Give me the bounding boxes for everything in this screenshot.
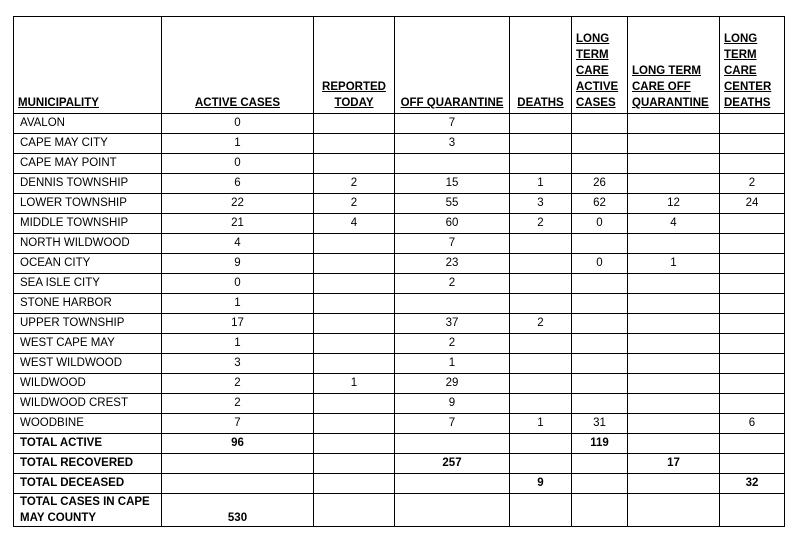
header-ltc-off-quarantine: LONG TERM CARE OFF QUARANTINE xyxy=(628,17,720,114)
table-row xyxy=(14,414,785,434)
active-cases-cell: 21 xyxy=(162,214,314,234)
deaths-cell xyxy=(510,374,572,394)
municipality-name: WILDWOOD xyxy=(14,374,162,394)
deaths-cell xyxy=(510,294,572,314)
total-ltc-off-quarantine: 17 xyxy=(628,454,720,474)
ltc-deaths-cell xyxy=(720,374,785,394)
reported-today-cell xyxy=(314,294,395,314)
table-row xyxy=(14,394,785,414)
header-reported-today: REPORTED TODAY xyxy=(314,17,395,114)
off-quarantine-cell: 7 xyxy=(395,114,510,134)
table-row xyxy=(14,114,785,134)
municipality-name: WOODBINE xyxy=(14,414,162,434)
municipality-name: UPPER TOWNSHIP xyxy=(14,314,162,334)
table-body xyxy=(14,114,785,527)
table-row xyxy=(14,354,785,374)
ltc-deaths-cell xyxy=(720,274,785,294)
table-cell xyxy=(395,494,510,527)
table-cell xyxy=(628,494,720,527)
covid-cases-table xyxy=(13,16,785,527)
ltc-off-quarantine-cell xyxy=(628,134,720,154)
ltc-deaths-cell xyxy=(720,234,785,254)
ltc-off-quarantine-cell xyxy=(628,374,720,394)
reported-today-cell xyxy=(314,314,395,334)
municipality-name: STONE HARBOR xyxy=(14,294,162,314)
ltc-active-cell xyxy=(572,314,628,334)
off-quarantine-cell: 55 xyxy=(395,194,510,214)
reported-today-cell: 4 xyxy=(314,214,395,234)
deaths-cell: 2 xyxy=(510,314,572,334)
table-cell xyxy=(720,434,785,454)
active-cases-cell: 3 xyxy=(162,354,314,374)
active-cases-cell: 17 xyxy=(162,314,314,334)
ltc-active-cell xyxy=(572,134,628,154)
header-off-quarantine: OFF QUARANTINE xyxy=(395,17,510,114)
total-cases-count: 530 xyxy=(162,494,314,527)
reported-today-cell xyxy=(314,394,395,414)
municipality-name: AVALON xyxy=(14,114,162,134)
reported-today-cell xyxy=(314,234,395,254)
deaths-cell xyxy=(510,134,572,154)
ltc-active-cell xyxy=(572,374,628,394)
header-ltc-center-deaths: LONG TERM CARE CENTER DEATHS xyxy=(720,17,785,114)
reported-today-cell xyxy=(314,114,395,134)
ltc-off-quarantine-cell xyxy=(628,354,720,374)
active-cases-cell: 0 xyxy=(162,114,314,134)
header-deaths: DEATHS xyxy=(510,17,572,114)
table-cell xyxy=(720,454,785,474)
ltc-active-cell xyxy=(572,334,628,354)
deaths-cell xyxy=(510,154,572,174)
table-cell xyxy=(314,454,395,474)
municipality-name: WEST WILDWOOD xyxy=(14,354,162,374)
table-cell xyxy=(572,474,628,494)
table-cell xyxy=(395,474,510,494)
municipality-name: OCEAN CITY xyxy=(14,254,162,274)
ltc-active-cell xyxy=(572,154,628,174)
deaths-cell xyxy=(510,114,572,134)
off-quarantine-cell: 23 xyxy=(395,254,510,274)
table-row xyxy=(14,174,785,194)
ltc-deaths-cell xyxy=(720,114,785,134)
active-cases-cell: 1 xyxy=(162,134,314,154)
ltc-deaths-cell xyxy=(720,314,785,334)
deaths-cell xyxy=(510,334,572,354)
municipality-name: SEA ISLE CITY xyxy=(14,274,162,294)
table-row xyxy=(14,214,785,234)
reported-today-cell: 1 xyxy=(314,374,395,394)
table-cell xyxy=(314,474,395,494)
municipality-name: CAPE MAY CITY xyxy=(14,134,162,154)
ltc-off-quarantine-cell xyxy=(628,394,720,414)
total-active-label: TOTAL ACTIVE xyxy=(14,434,162,454)
off-quarantine-cell: 29 xyxy=(395,374,510,394)
ltc-off-quarantine-cell xyxy=(628,234,720,254)
active-cases-cell: 9 xyxy=(162,254,314,274)
table-row xyxy=(14,254,785,274)
table-cell xyxy=(572,494,628,527)
active-cases-cell: 0 xyxy=(162,274,314,294)
ltc-off-quarantine-cell: 1 xyxy=(628,254,720,274)
table-row xyxy=(14,134,785,154)
total-active-row xyxy=(14,434,785,454)
table-cell xyxy=(628,474,720,494)
deaths-cell: 2 xyxy=(510,214,572,234)
table-row xyxy=(14,334,785,354)
total-deaths: 9 xyxy=(510,474,572,494)
deaths-cell: 3 xyxy=(510,194,572,214)
table-cell xyxy=(572,454,628,474)
table-row xyxy=(14,194,785,214)
ltc-active-cell: 0 xyxy=(572,214,628,234)
table-cell xyxy=(314,434,395,454)
ltc-deaths-cell xyxy=(720,154,785,174)
deaths-cell: 1 xyxy=(510,414,572,434)
table-cell xyxy=(162,454,314,474)
ltc-deaths-cell xyxy=(720,294,785,314)
ltc-off-quarantine-cell xyxy=(628,314,720,334)
reported-today-cell xyxy=(314,274,395,294)
active-cases-cell: 1 xyxy=(162,334,314,354)
ltc-off-quarantine-cell: 4 xyxy=(628,214,720,234)
ltc-active-cell xyxy=(572,274,628,294)
table-cell xyxy=(314,494,395,527)
table-cell xyxy=(395,434,510,454)
active-cases-cell: 0 xyxy=(162,154,314,174)
ltc-deaths-cell xyxy=(720,334,785,354)
deaths-cell xyxy=(510,394,572,414)
off-quarantine-cell: 9 xyxy=(395,394,510,414)
ltc-active-cell xyxy=(572,394,628,414)
municipality-name: CAPE MAY POINT xyxy=(14,154,162,174)
table-cell xyxy=(628,434,720,454)
table-row xyxy=(14,154,785,174)
header-active-cases: ACTIVE CASES xyxy=(162,17,314,114)
deaths-cell xyxy=(510,234,572,254)
off-quarantine-cell: 2 xyxy=(395,274,510,294)
ltc-active-cell: 0 xyxy=(572,254,628,274)
table-cell xyxy=(162,474,314,494)
active-cases-cell: 22 xyxy=(162,194,314,214)
municipality-name: MIDDLE TOWNSHIP xyxy=(14,214,162,234)
reported-today-cell xyxy=(314,134,395,154)
ltc-active-cell: 62 xyxy=(572,194,628,214)
active-cases-cell: 4 xyxy=(162,234,314,254)
ltc-off-quarantine-cell xyxy=(628,294,720,314)
ltc-deaths-cell: 24 xyxy=(720,194,785,214)
municipality-name: DENNIS TOWNSHIP xyxy=(14,174,162,194)
ltc-deaths-cell xyxy=(720,254,785,274)
table-row xyxy=(14,314,785,334)
off-quarantine-cell: 1 xyxy=(395,354,510,374)
ltc-active-cell xyxy=(572,114,628,134)
total-deceased-row xyxy=(14,474,785,494)
header-ltc-active-cases: LONG TERM CARE ACTIVE CASES xyxy=(572,17,628,114)
ltc-active-cell xyxy=(572,354,628,374)
active-cases-cell: 7 xyxy=(162,414,314,434)
deaths-cell xyxy=(510,254,572,274)
table-row xyxy=(14,374,785,394)
table-cell xyxy=(720,494,785,527)
off-quarantine-cell: 15 xyxy=(395,174,510,194)
ltc-active-cell xyxy=(572,234,628,254)
total-recovered-label: TOTAL RECOVERED xyxy=(14,454,162,474)
deaths-cell xyxy=(510,274,572,294)
ltc-deaths-cell xyxy=(720,214,785,234)
total-ltc-active-cases: 119 xyxy=(572,434,628,454)
reported-today-cell xyxy=(314,254,395,274)
ltc-off-quarantine-cell xyxy=(628,154,720,174)
reported-today-cell: 2 xyxy=(314,174,395,194)
ltc-off-quarantine-cell xyxy=(628,114,720,134)
table-cell xyxy=(510,494,572,527)
off-quarantine-cell xyxy=(395,154,510,174)
municipality-name: WEST CAPE MAY xyxy=(14,334,162,354)
table-row xyxy=(14,234,785,254)
ltc-off-quarantine-cell: 12 xyxy=(628,194,720,214)
total-active-cases: 96 xyxy=(162,434,314,454)
active-cases-cell: 2 xyxy=(162,374,314,394)
table-cell xyxy=(510,434,572,454)
reported-today-cell xyxy=(314,354,395,374)
ltc-active-cell xyxy=(572,294,628,314)
ltc-deaths-cell: 6 xyxy=(720,414,785,434)
table-header xyxy=(14,17,785,114)
off-quarantine-cell: 2 xyxy=(395,334,510,354)
total-deceased-label: TOTAL DECEASED xyxy=(14,474,162,494)
ltc-deaths-cell xyxy=(720,134,785,154)
active-cases-cell: 6 xyxy=(162,174,314,194)
total-recovered-row xyxy=(14,454,785,474)
off-quarantine-cell: 7 xyxy=(395,414,510,434)
deaths-cell xyxy=(510,354,572,374)
reported-today-cell: 2 xyxy=(314,194,395,214)
off-quarantine-cell: 60 xyxy=(395,214,510,234)
off-quarantine-cell: 37 xyxy=(395,314,510,334)
header-municipality: MUNICIPALITY xyxy=(14,17,162,114)
ltc-off-quarantine-cell xyxy=(628,174,720,194)
ltc-active-cell: 26 xyxy=(572,174,628,194)
header-row xyxy=(14,17,785,114)
total-off-quarantine: 257 xyxy=(395,454,510,474)
municipality-name: LOWER TOWNSHIP xyxy=(14,194,162,214)
active-cases-cell: 2 xyxy=(162,394,314,414)
table-row xyxy=(14,274,785,294)
table-row xyxy=(14,294,785,314)
municipality-name: WILDWOOD CREST xyxy=(14,394,162,414)
off-quarantine-cell: 7 xyxy=(395,234,510,254)
off-quarantine-cell: 3 xyxy=(395,134,510,154)
ltc-active-cell: 31 xyxy=(572,414,628,434)
table-cell xyxy=(510,454,572,474)
ltc-off-quarantine-cell xyxy=(628,274,720,294)
deaths-cell: 1 xyxy=(510,174,572,194)
off-quarantine-cell xyxy=(395,294,510,314)
total-ltc-deaths: 32 xyxy=(720,474,785,494)
ltc-deaths-cell: 2 xyxy=(720,174,785,194)
reported-today-cell xyxy=(314,414,395,434)
ltc-deaths-cell xyxy=(720,394,785,414)
active-cases-cell: 1 xyxy=(162,294,314,314)
total-cases-row xyxy=(14,494,785,527)
ltc-off-quarantine-cell xyxy=(628,334,720,354)
municipality-name: NORTH WILDWOOD xyxy=(14,234,162,254)
ltc-off-quarantine-cell xyxy=(628,414,720,434)
reported-today-cell xyxy=(314,334,395,354)
reported-today-cell xyxy=(314,154,395,174)
total-cases-label: TOTAL CASES IN CAPE MAY COUNTY xyxy=(14,494,162,527)
ltc-deaths-cell xyxy=(720,354,785,374)
